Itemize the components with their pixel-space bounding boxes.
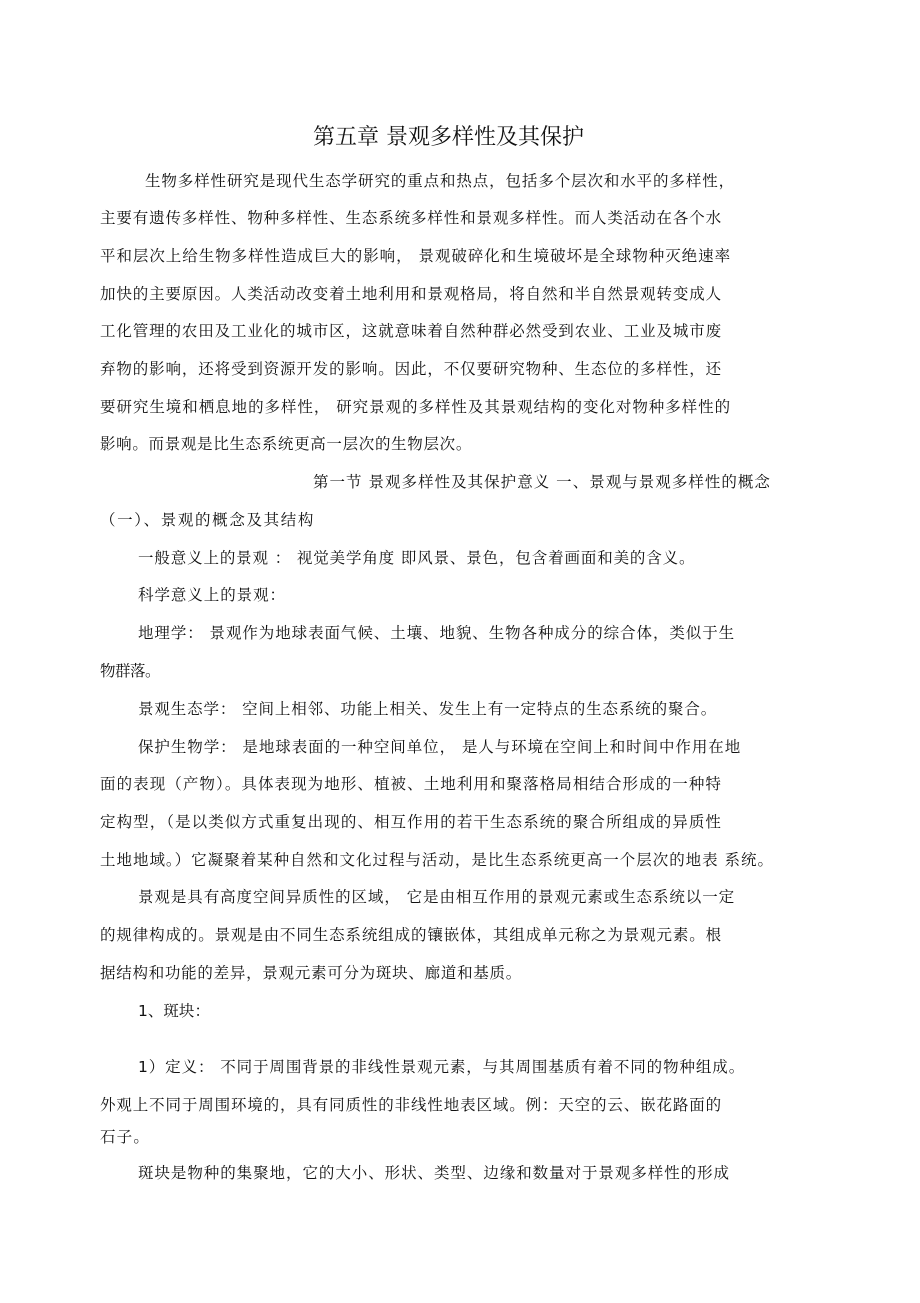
body-line: 定构型，（是以类似方式重复出现的、相互作用的若干生态系统的聚合所组成的异质性 [100,813,722,831]
list-heading: 1、斑块： [138,1002,210,1020]
chapter-title: 第五章 景观多样性及其保护 [313,125,584,150]
body-line: 平和层次上给生物多样性造成巨大的影响， 景观破碎化和生境破坏是全球物种灭绝速率 [100,247,732,265]
body-line: 石子。 [100,1128,150,1146]
body-line: 土地地域。）它凝聚着某种自然和文化过程与活动，是比生态系统更高一个层次的地表 系统。 [100,851,775,869]
body-line: 物群落。 [100,662,160,680]
body-line: 加快的主要原因。人类活动改变着土地利用和景观格局，将自然和半自然景观转变成人 [100,285,722,303]
body-line: 保护生物学： 是地球表面的一种空间单位， 是人与环境在空间上和时间中作用在地 [138,738,742,756]
body-line: 景观是具有高度空间异质性的区域， 它是由相互作用的景观元素或生态系统以一定 [138,888,736,906]
body-line: 影响。而景观是比生态系统更高一层次的生物层次。 [100,435,472,453]
body-line: 景观生态学： 空间上相邻、功能上相关、发生上有一定特点的生态系统的聚合。 [138,700,718,718]
body-line: 斑块是物种的集聚地，它的大小、形状、类型、边缘和数量对于景观多样性的形成 [138,1164,730,1182]
body-line: 据结构和功能的差异，景观元素可分为斑块、廊道和基质。 [100,964,522,982]
body-line: 要研究生境和栖息地的多样性， 研究景观的多样性及其景观结构的变化对物种多样性的 [100,398,732,416]
body-line: 外观上不同于周围环境的，具有同质性的非线性地表区域。例：天空的云、嵌花路面的 [100,1096,722,1114]
body-line: 主要有遗传多样性、物种多样性、生态系统多样性和景观多样性。而人类活动在各个水 [100,209,722,227]
subsection-heading: （一）、景观的概念及其结构 [100,511,315,529]
body-line: 工化管理的农田及工业化的城市区，这就意味着自然种群必然受到农业、工业及城市废 [100,322,722,340]
body-line: 的规律构成的。景观是由不同生态系统组成的镶嵌体，其组成单元称之为景观元素。根 [100,926,722,944]
body-line: 1）定义： 不同于周围背景的非线性景观元素，与其周围基质有着不同的物种组成。 [138,1058,746,1076]
section-heading: 第一节 景观多样性及其保护意义 一、景观与景观多样性的概念 [313,473,771,491]
body-line: 地理学： 景观作为地球表面气候、土壤、地貌、生物各种成分的综合体，类似于生 [138,624,736,642]
body-line: 生物多样性研究是现代生态学研究的重点和热点，包括多个层次和水平的多样性， [145,172,735,190]
body-line: 科学意义上的景观： [138,586,286,604]
body-line: 弃物的影响，还将受到资源开发的影响。因此，不仅要研究物种、生态位的多样性，还 [100,360,722,378]
body-line: 一般意义上的景观 ： 视觉美学角度 即风景、景色，包含着画面和美的含义。 [138,549,696,567]
body-line: 面的表现（产物）。具体表现为地形、植被、土地利用和聚落格局相结合形成的一种特 [100,775,722,793]
